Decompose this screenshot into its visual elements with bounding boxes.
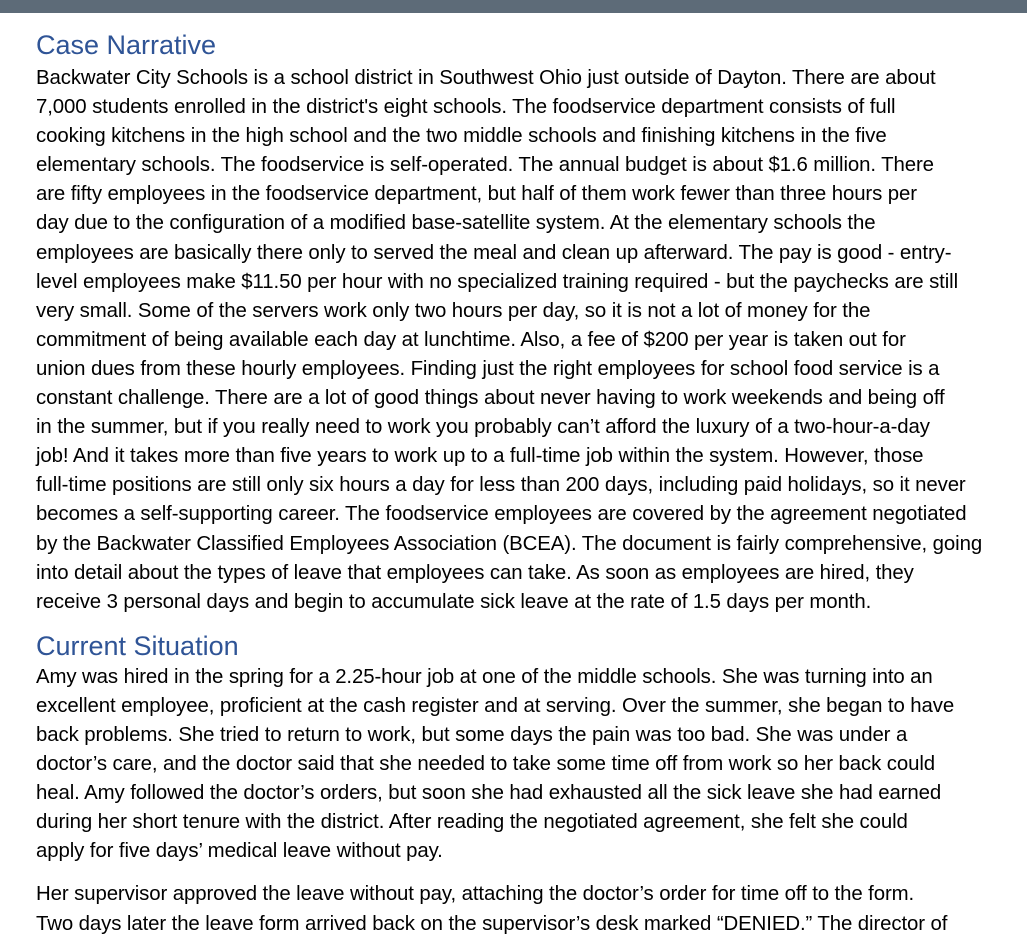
text-line: employees are basically there only to served the meal and clean up afterward. The pay is good - entry- (36, 241, 952, 264)
text-line: apply for five days’ medical leave without pay. (36, 840, 443, 863)
text-line: 7,000 students enrolled in the district's eight schools. The foodservice department consists of full (36, 96, 896, 119)
text-line: Her supervisor approved the leave without pay, attaching the doctor’s order for time off to the form. (36, 883, 915, 906)
text-line: constant challenge. There are a lot of good things about never having to work weekends and being off (36, 387, 945, 410)
text-line: Two days later the leave form arrived back on the supervisor’s desk marked “DENIED.” The director of (36, 912, 948, 935)
text-line: excellent employee, proficient at the cash register and at serving. Over the summer, she began to have (36, 694, 955, 717)
text-line: union dues from these hourly employees. Finding just the right employees for school food service is a (36, 357, 940, 380)
text-line: by the Backwater Classified Employees Association (BCEA). The document is fairly comprehensive, going (36, 532, 983, 555)
text-line: commitment of being available each day at lunchtime. Also, a fee of $200 per year is taken out for (36, 328, 906, 351)
text-line: job! And it takes more than five years to work up to a full-time job within the system. However, those (36, 445, 924, 468)
case-narrative-paragraph (36, 64, 986, 617)
section-heading-current-situation: Current Situation (36, 630, 239, 661)
text-line: into detail about the types of leave that employees can take. As soon as employees are hired, they (36, 561, 914, 584)
paragraph-spacer (36, 617, 986, 629)
text-line: full-time positions are still only six hours a day for less than 200 days, including paid holidays, so it never (36, 474, 966, 497)
text-line: back problems. She tried to return to work, but some days the pain was too bad. She was under a (36, 723, 908, 746)
text-line: are fifty employees in the foodservice department, but half of them work fewer than three hours per (36, 183, 917, 206)
current-situation-paragraph (36, 663, 986, 867)
text-line: Amy was hired in the spring for a 2.25-hour job at one of the middle schools. She was turning into an (36, 665, 933, 688)
paragraph-spacer (36, 866, 986, 880)
text-line: in the summer, but if you really need to work you probably can’t afford the luxury of a two-hour-a-day (36, 416, 930, 439)
text-line: Backwater City Schools is a school district in Southwest Ohio just outside of Dayton. There are about (36, 67, 936, 89)
text-line: level employees make $11.50 per hour with no specialized training required - but the paychecks are still (36, 270, 959, 293)
section-heading-case-narrative: Case Narrative (36, 30, 217, 60)
document-body (36, 26, 986, 939)
text-line: very small. Some of the servers work only two hours per day, so it is not a lot of money for the (36, 299, 871, 322)
text-line: becomes a self-supporting career. The foodservice employees are covered by the agreement negotiated (36, 503, 967, 526)
text-line: during her short tenure with the district. After reading the negotiated agreement, she felt she could (36, 811, 908, 834)
text-line: cooking kitchens in the high school and the two middle schools and finishing kitchens in the five (36, 125, 887, 148)
text-line: receive 3 personal days and begin to accumulate sick leave at the rate of 1.5 days per month. (36, 590, 872, 613)
current-situation-paragraph-2 (36, 880, 986, 938)
window-top-bar (0, 0, 1027, 13)
text-line: day due to the configuration of a modified base-satellite system. At the elementary schools the (36, 212, 876, 235)
text-line: doctor’s care, and the doctor said that she needed to take some time off from work so her back could (36, 753, 936, 776)
text-line: elementary schools. The foodservice is self-operated. The annual budget is about $1.6 million. There (36, 154, 934, 177)
text-line: heal. Amy followed the doctor’s orders, but soon she had exhausted all the sick leave she had earned (36, 782, 942, 805)
